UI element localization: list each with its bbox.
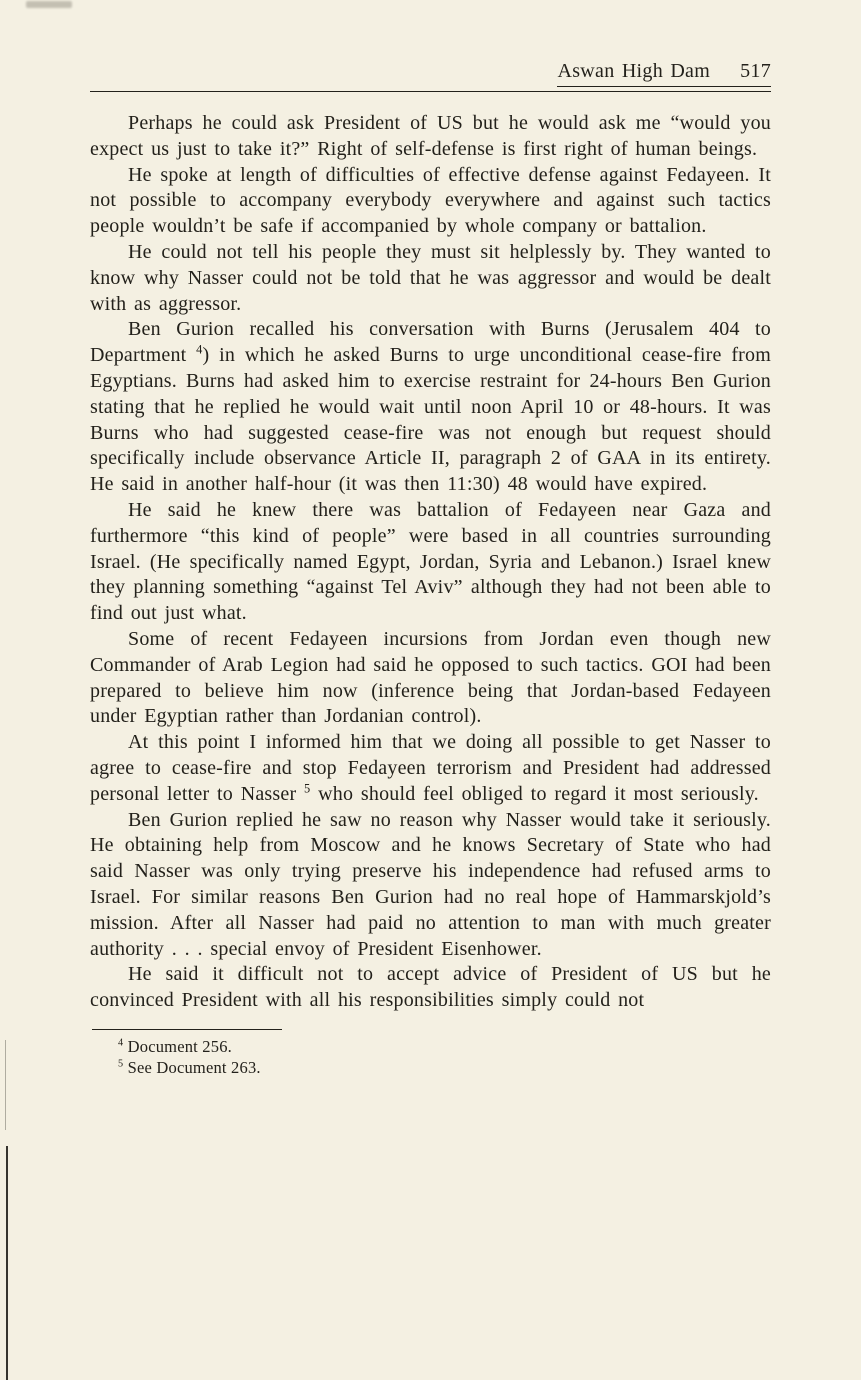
footnote-reference: 5 bbox=[304, 781, 311, 796]
paragraph: He said he knew there was battalion of Fedayeen near Gaza and furthermore “this kind of people” were based in all countries surrounding Israel. (He specifically named Egypt, Jordan, Syria and Lebanon.) Israel knew they planning something “against Tel Aviv” although they had not been able to find out just what. bbox=[90, 498, 771, 625]
paragraph: He spoke at length of difficulties of effective defense against Fedayeen. It not possible to accompany everybody everywhere and against such tactics people wouldn’t be safe if accompanied by whole company or battalion. bbox=[90, 163, 771, 238]
page-header bbox=[90, 60, 771, 87]
paragraph: Perhaps he could ask President of US but he would ask me “would you expect us just to take it?” Right of self-defense is first right of human beings. bbox=[90, 112, 771, 160]
footnote-marker: 4 bbox=[118, 1037, 124, 1049]
footnote-separator bbox=[92, 1029, 282, 1030]
paragraph: He said it difficult not to accept advice of President of US but he convinced President with all his responsibilities simply could not bbox=[90, 963, 771, 1012]
header-title: Aswan High Dam bbox=[557, 60, 711, 82]
paragraph: Some of recent Fedayeen incursions from Jordan even though new Commander of Arab Legion had said he opposed to such tactics. GOI had been prepared to believe him now (inference being that Jordan-based Fedayeen under Egyptian rather than Jordanian control). bbox=[90, 627, 771, 728]
scan-artifact-binding-line bbox=[6, 1146, 8, 1380]
footnote: $^5$ See Document 263. bbox=[118, 1058, 261, 1078]
page-body bbox=[90, 111, 771, 1014]
running-head-text bbox=[557, 60, 771, 87]
footnote: $^4$ Document 256. bbox=[118, 1036, 232, 1056]
paragraph: He could not tell his people they must sit helplessly by. They wanted to know why Nasser could not be told that he was aggressor and would be dealt with as aggressor. bbox=[90, 240, 771, 315]
footnote-reference: 4 bbox=[196, 342, 203, 357]
paragraph: Ben Gurion recalled his conversation with Burns (Jerusalem 404 to Department $^4$) in which he asked Burns to urge unconditional cease-fire from Egyptians. Burns had asked him to exercise restraint for 24-hours Ben Gurion stating that he replied he would wait until noon April 10 or 48-hours. It was Burns who had suggested cease-fire was not enough but request should specifically include observance Article II, paragraph 2 of GAA in its entirety. He said in another half-hour (it was then 11:30) 48 would have expired. bbox=[90, 318, 772, 496]
scan-artifact-binding-line-faint bbox=[5, 1040, 6, 1130]
scan-artifact-top-left bbox=[26, 1, 72, 8]
paragraph: At this point I informed him that we doing all possible to get Nasser to agree to cease-fire and stop Fedayeen terrorism and President had addressed personal letter to Nasser $^5$ who should feel obliged to regard it most seriously. bbox=[90, 731, 771, 805]
paragraph: Ben Gurion replied he saw no reason why Nasser would take it seriously. He obtaining help from Moscow and he knows Secretary of State who had said Nasser was only trying preserve his independence had refused arms to Israel. For similar reasons Ben Gurion had no real hope of Hammarskjold’s mission. After all Nasser had paid no attention to man with much greater authority . . . special envoy of President Eisenhower. bbox=[90, 808, 771, 960]
header-page-number: 517 bbox=[740, 60, 771, 82]
header-rule bbox=[90, 91, 771, 92]
page-content bbox=[90, 60, 771, 1079]
footnote-marker: 5 bbox=[118, 1058, 124, 1070]
footnotes bbox=[118, 1036, 771, 1079]
